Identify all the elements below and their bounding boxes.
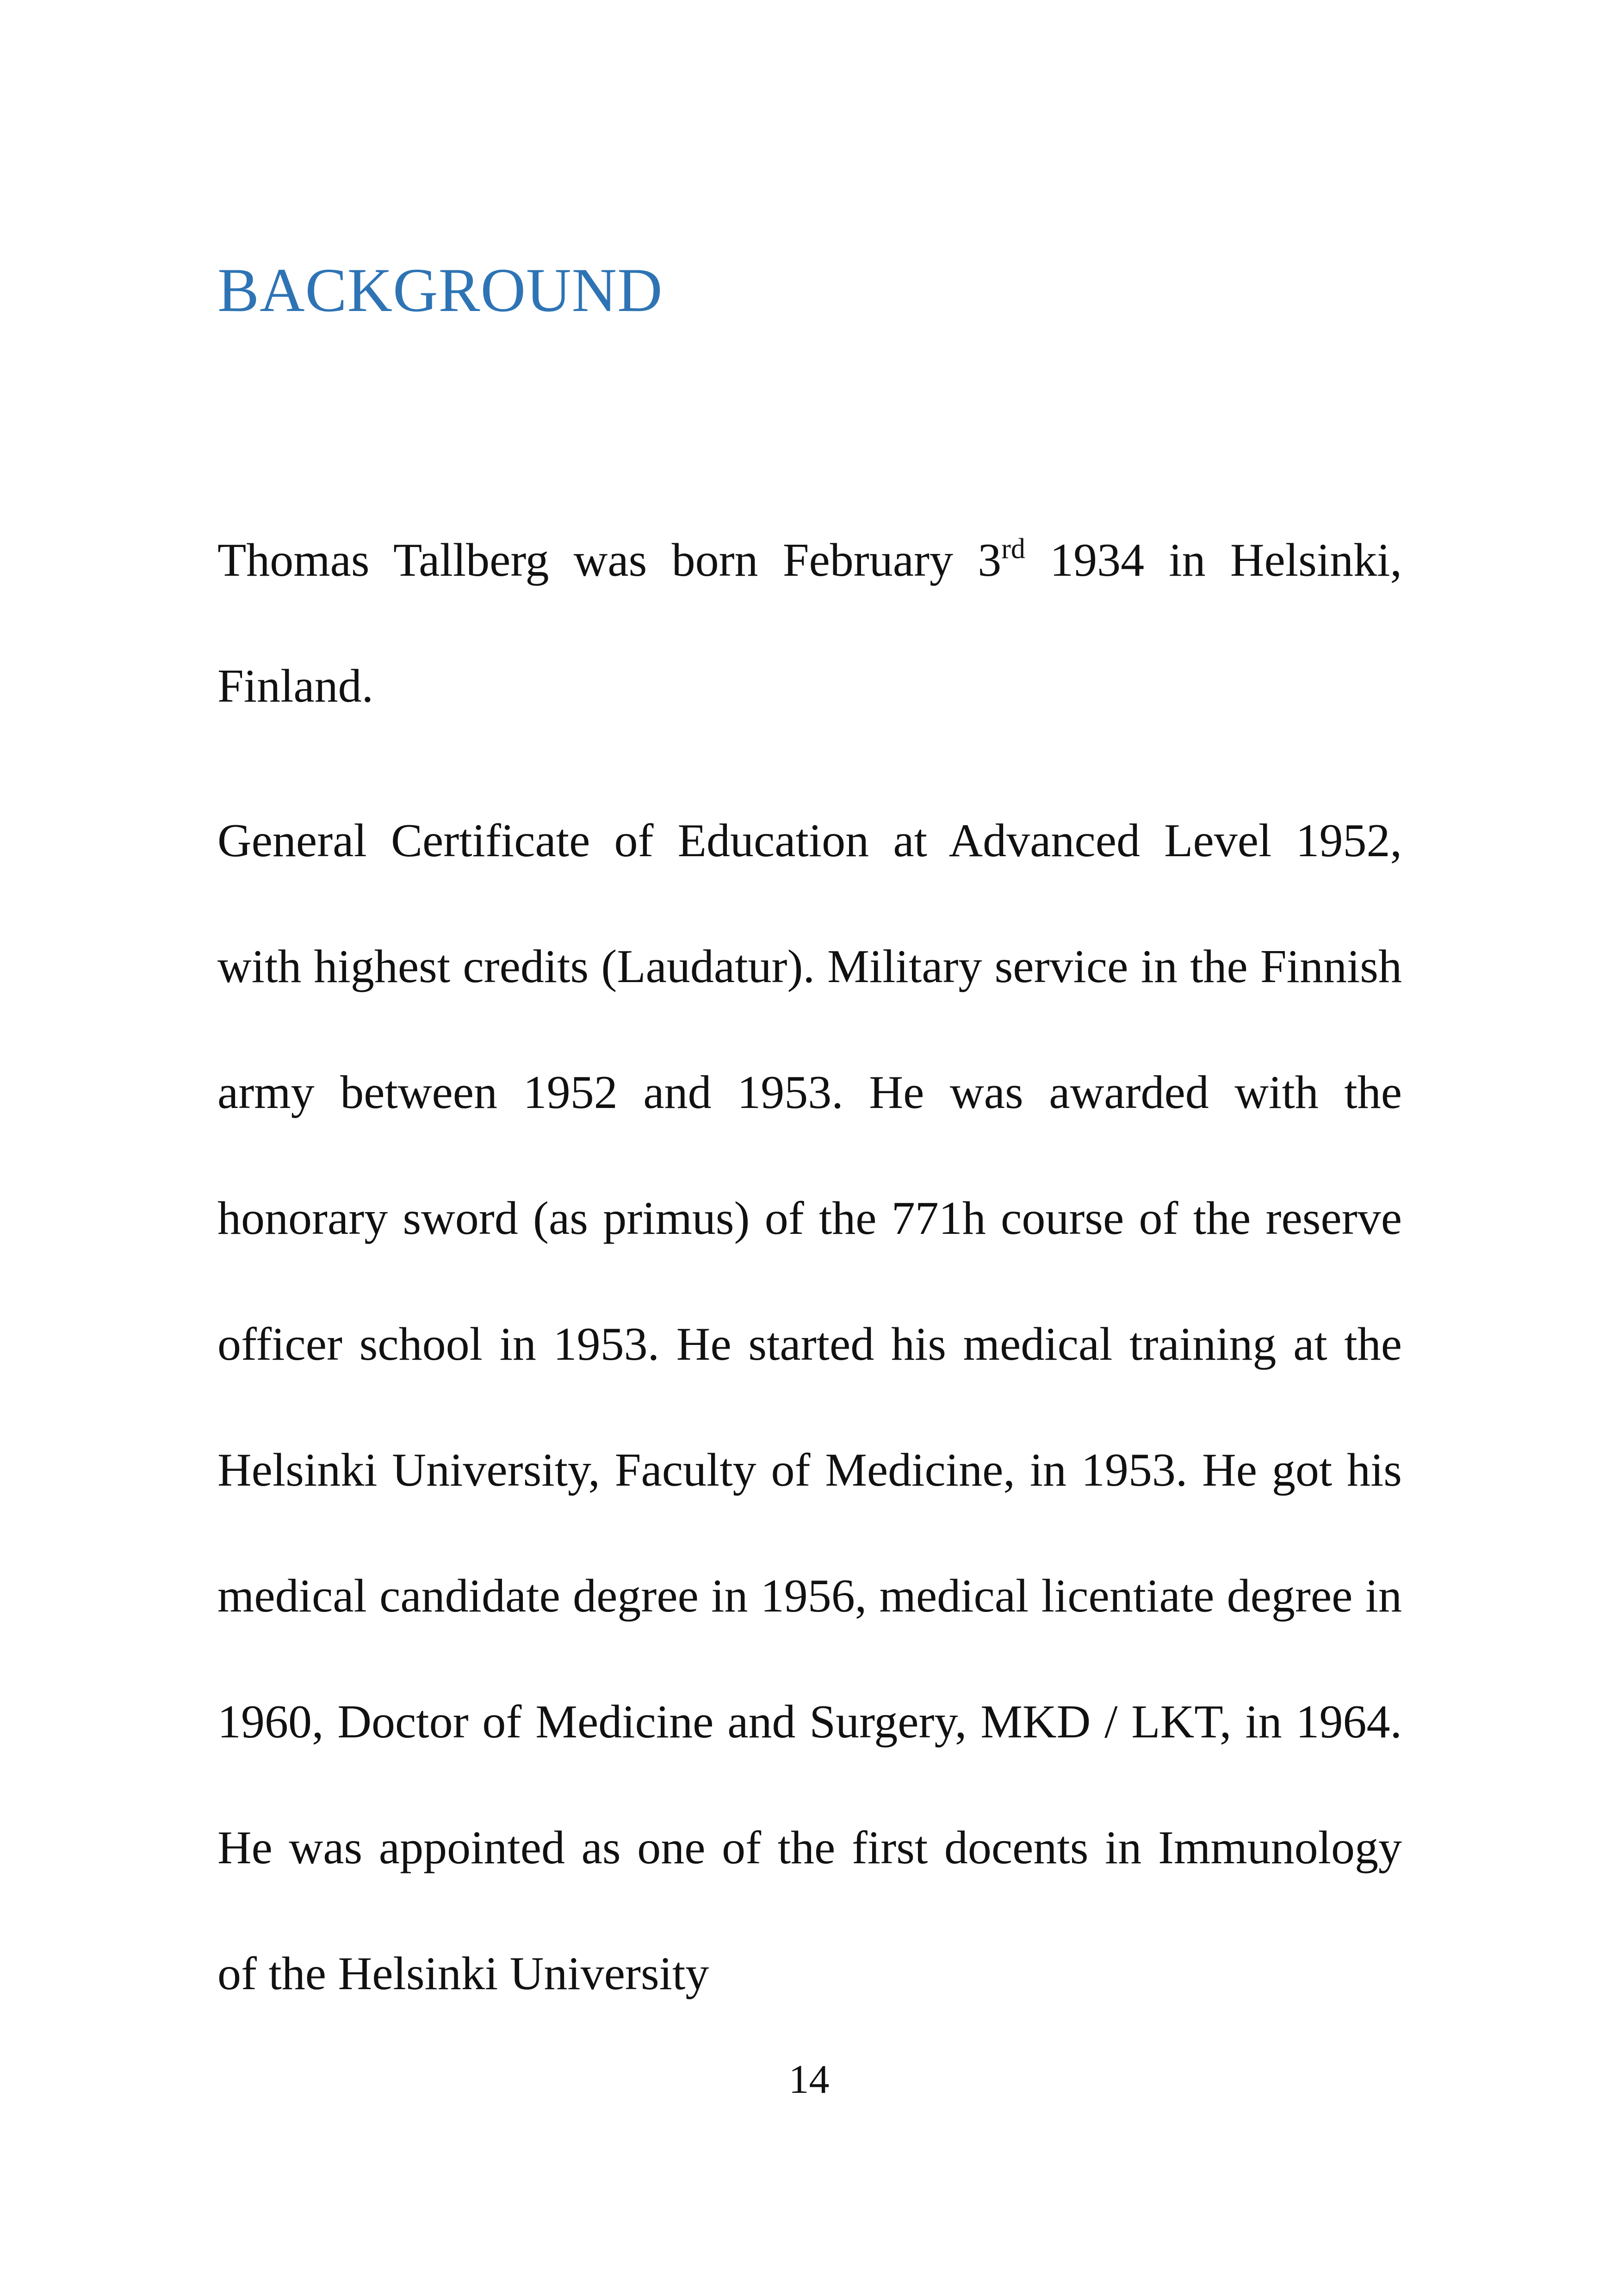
birth-text-start: Thomas Tallberg was born February 3 <box>217 534 1002 586</box>
ordinal-suffix: rd <box>1001 533 1025 565</box>
paragraph-education: General Certificate of Education at Advanced Level 1952, with highest credits (Laudatur). Military service in the Finnish army between 1952 and 1953. He was awarded with the honorary sword (as primus) of the 771h course of the reserve officer school in 1953. He started his medical training at the Helsinki University, Faculty of Medicine, in 1953. He got his medical candidate degree in 1956, medical licentiate degree in 1960, Doctor of Medicine and Surgery, MKD / LKT, in 1964. He was appointed as one of the first docents in Immunology of the Helsinki University <box>217 815 1402 2000</box>
body-text <box>217 498 1402 2037</box>
section-heading: BACKGROUND <box>217 256 663 325</box>
birth-text-end: 1934 in Helsinki, Finland. <box>217 534 1402 712</box>
page-number: 14 <box>788 2057 830 2102</box>
paragraph-birth <box>217 498 1402 749</box>
